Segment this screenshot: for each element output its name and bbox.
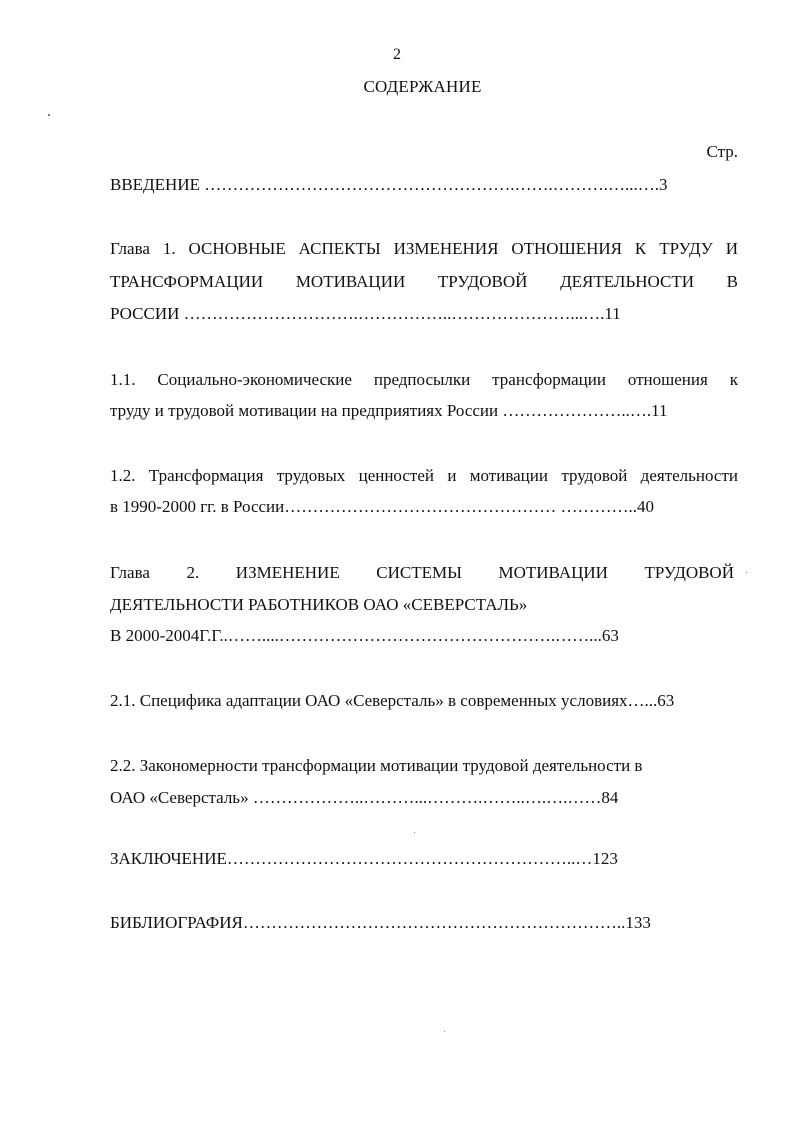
toc-entry-chapter-2-line-2: ДЕЯТЕЛЬНОСТИ РАБОТНИКОВ ОАО «СЕВЕРСТАЛЬ» (110, 595, 528, 614)
toc-entry-chapter-2-line-1: Глава 2. ИЗМЕНЕНИЕ СИСТЕМЫ МОТИВАЦИИ ТРУДОВОЙ (110, 563, 734, 582)
scan-speck (48, 114, 50, 116)
scan-speck (746, 572, 747, 573)
toc-entry-chapter-1-line-1: Глава 1. ОСНОВНЫЕ АСПЕКТЫ ИЗМЕНЕНИЯ ОТНОШЕНИЯ К ТРУДУ И (110, 239, 738, 258)
toc-entry-chapter-2-line-3: В 2000-2004Г.Г..……....………………………………………….……...63 (110, 626, 619, 645)
toc-entry-intro: ВВЕДЕНИЕ ……………………………………………….…….……….…...….3 (110, 175, 668, 194)
page-column-label: Стр. (706, 142, 738, 161)
toc-entry-section-1-2-line-2: в 1990-2000 гг. в России………………………………………… …………..40 (110, 497, 654, 516)
toc-entry-conclusion: ЗАКЛЮЧЕНИЕ……………………………………………………..…123 (110, 849, 618, 868)
toc-entry-section-1-1-line-1: 1.1. Социально-экономические предпосылки трансформации отношения к (110, 370, 738, 389)
page-number: 2 (393, 46, 401, 63)
scan-speck (444, 1031, 445, 1032)
toc-entry-section-2-1: 2.1. Специфика адаптации ОАО «Северсталь» в современных условиях…...63 (110, 691, 675, 710)
toc-entry-chapter-1-line-2: ТРАНСФОРМАЦИИ МОТИВАЦИИ ТРУДОВОЙ ДЕЯТЕЛЬНОСТИ В (110, 272, 738, 291)
toc-entry-section-1-1-line-2: труду и трудовой мотивации на предприятиях России …………………..….11 (110, 401, 668, 420)
toc-entry-section-1-2-line-1: 1.2. Трансформация трудовых ценностей и мотивации трудовой деятельности (110, 466, 738, 485)
toc-entry-bibliography: БИБЛИОГРАФИЯ…………………………………………………………..133 (110, 913, 651, 932)
toc-entry-chapter-1-line-3: РОССИИ ………………………….……………..…………………...….11 (110, 304, 621, 323)
toc-entry-section-2-2-line-2: ОАО «Северсталь» ………………..………...……….……..….….……84 (110, 788, 619, 807)
toc-entry-section-2-2-line-1: 2.2. Закономерности трансформации мотивации трудовой деятельности в (110, 756, 643, 775)
scan-speck (414, 832, 415, 833)
page-title: СОДЕРЖАНИЕ (363, 77, 482, 96)
